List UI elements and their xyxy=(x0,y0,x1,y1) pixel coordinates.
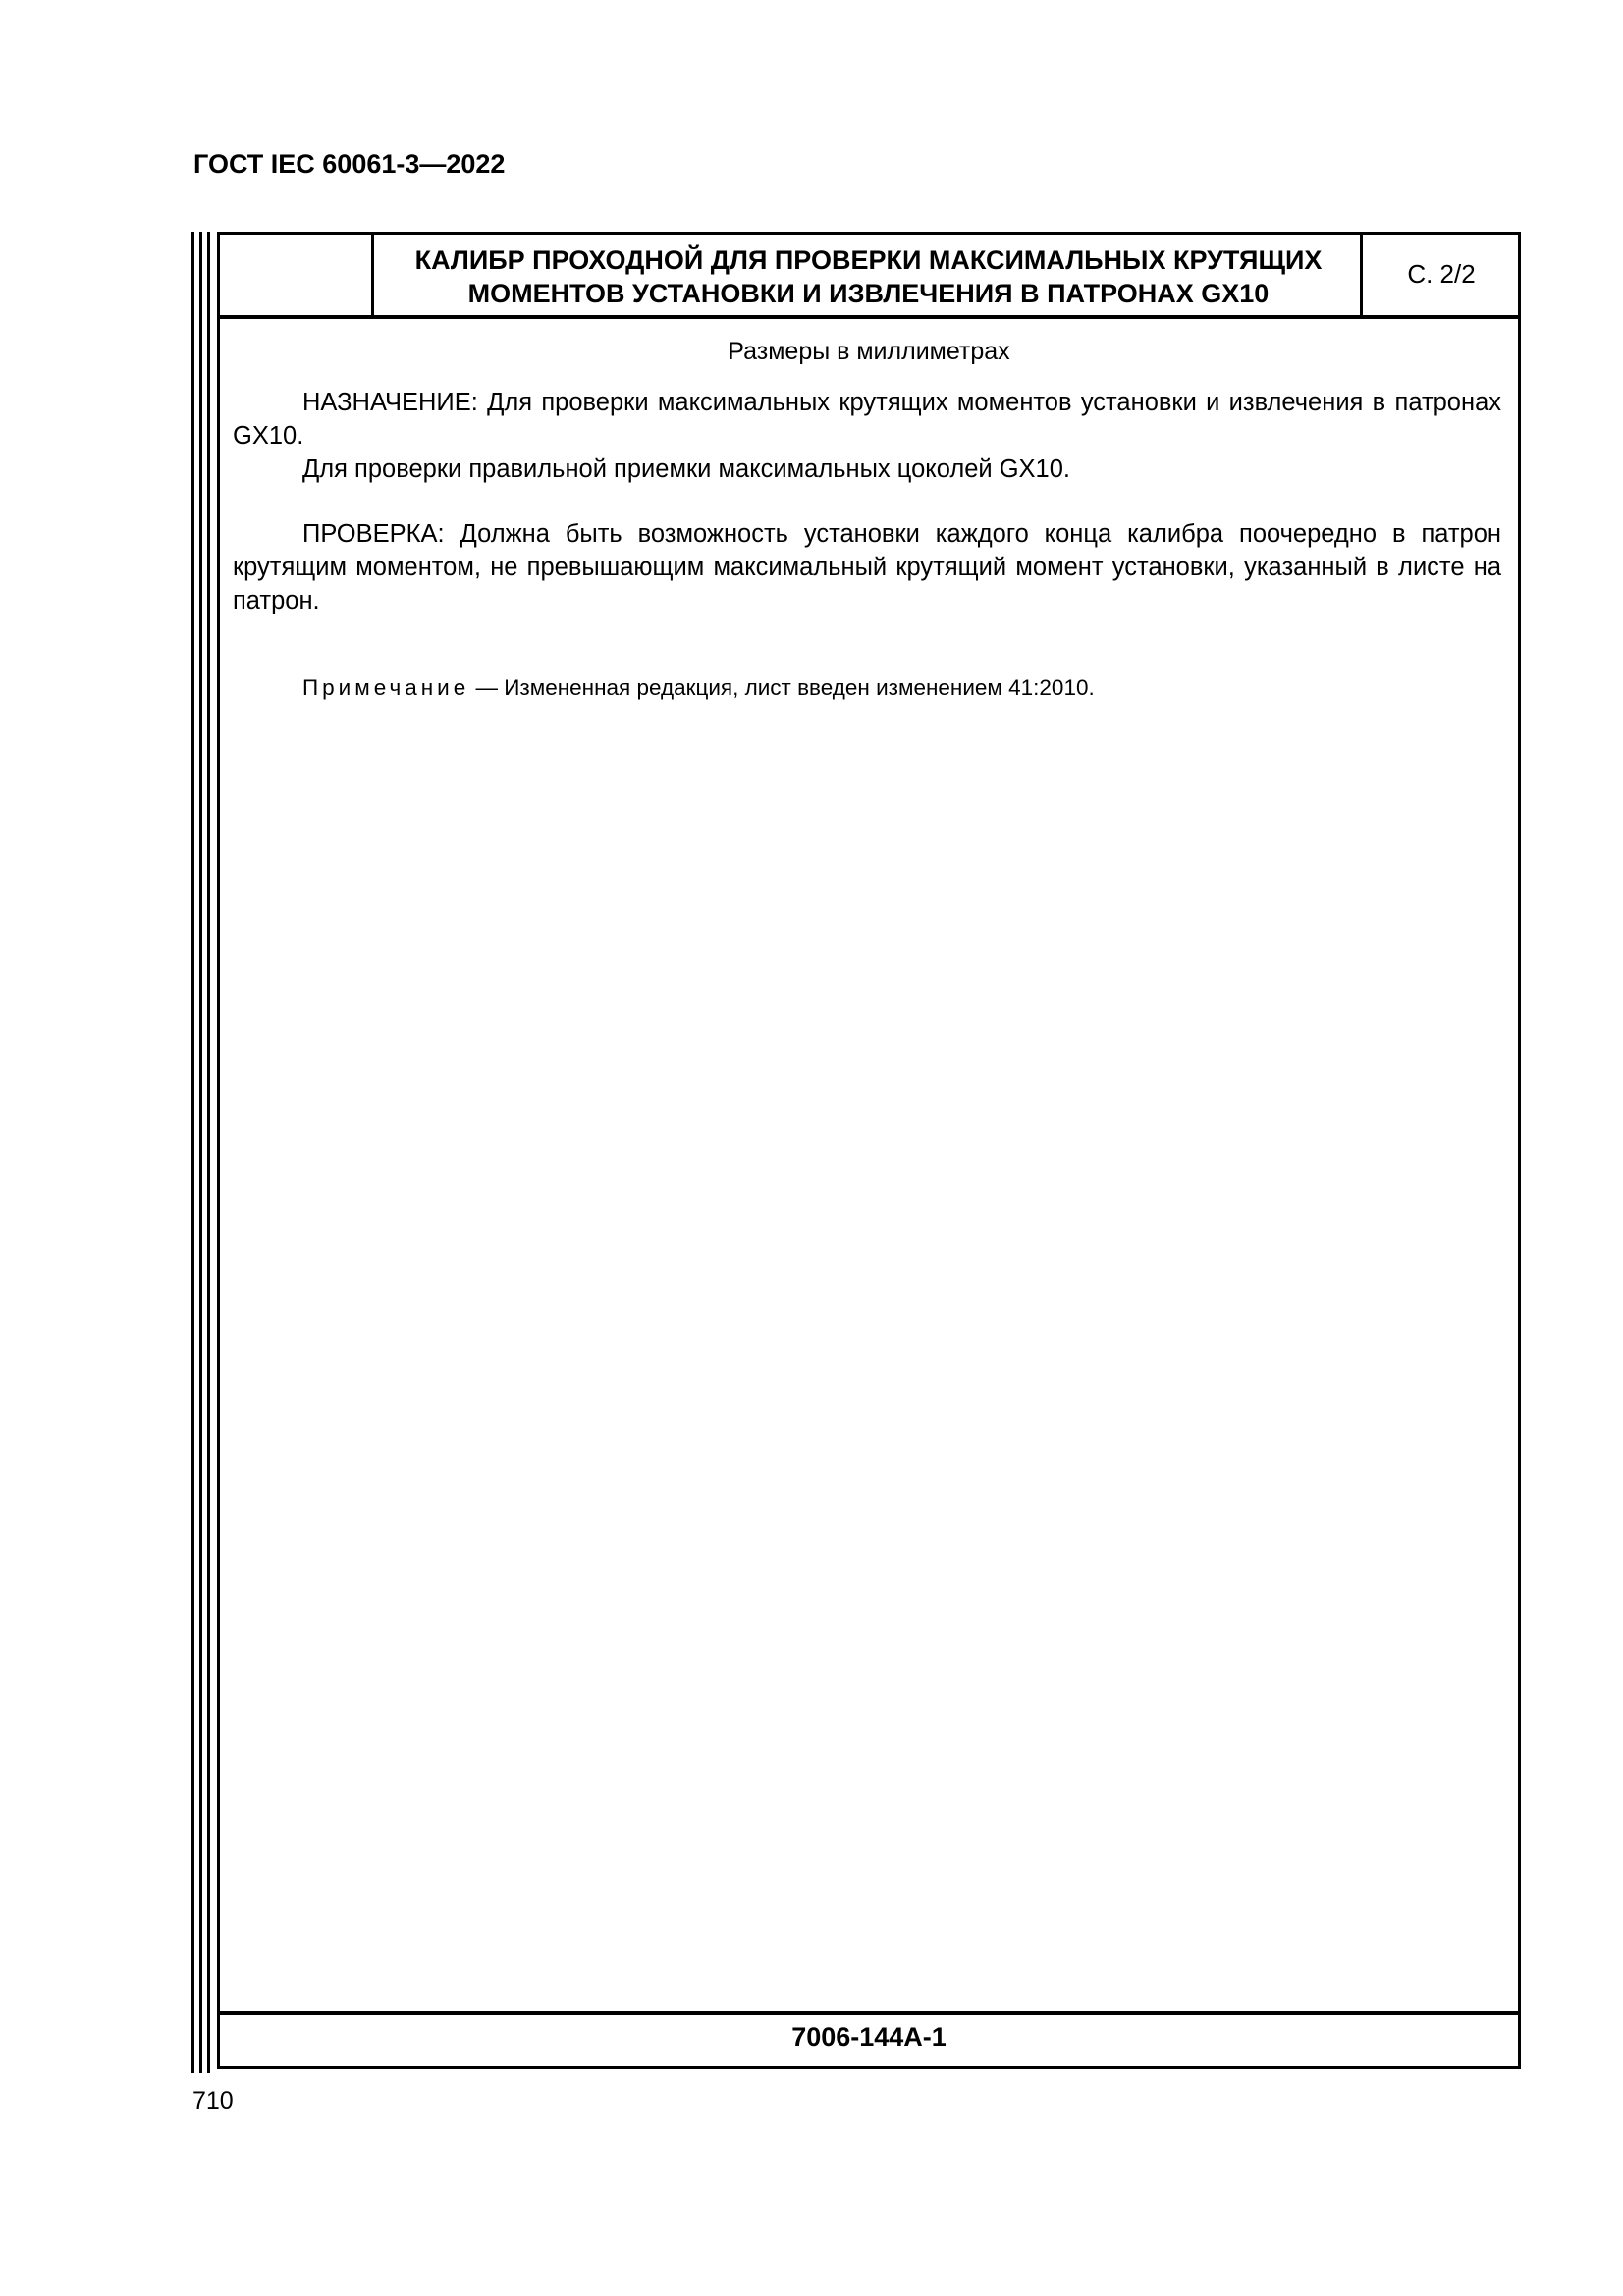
margin-bar xyxy=(199,232,202,2073)
title-line: МОМЕНТОВ УСТАНОВКИ И ИЗВЛЕЧЕНИЯ В ПАТРОНАХ GX10 xyxy=(467,279,1270,308)
document-id: ГОСТ IEC 60061-3—2022 xyxy=(193,149,506,179)
sheet-code: 7006-144A-1 xyxy=(791,2022,947,2052)
check-paragraph: ПРОВЕРКА: Должна быть возможность установки каждого конца калибра поочередно в патрон крутящим моментом, не превышающим максимальный крутящий момент установки, указанный в листе на патрон. xyxy=(233,520,1501,614)
page-number: 710 xyxy=(192,2087,234,2114)
footer-divider xyxy=(217,2011,1521,2015)
dimensions-note: Размеры в миллиметрах xyxy=(728,338,1010,365)
sheet-title xyxy=(376,243,1361,310)
sheet-frame xyxy=(217,232,1521,2069)
note-label: Примечание xyxy=(302,675,470,700)
check-section xyxy=(233,517,1501,617)
note-text: — Измененная редакция, лист введен изменением 41:2010. xyxy=(469,675,1095,700)
purpose-paragraph: НАЗНАЧЕНИЕ: Для проверки максимальных крутящих моментов установки и извлечения в патронах GX10. xyxy=(233,389,1501,450)
margin-bar xyxy=(191,232,194,2073)
title-line: КАЛИБР ПРОХОДНОЙ ДЛЯ ПРОВЕРКИ МАКСИМАЛЬНЫХ КРУТЯЩИХ xyxy=(414,245,1323,275)
header-divider xyxy=(217,315,1521,319)
margin-bar xyxy=(207,232,210,2073)
note xyxy=(302,675,1095,701)
purpose-paragraph: Для проверки правильной приемки максимальных цоколей GX10. xyxy=(302,455,1070,483)
header-column-divider xyxy=(371,232,374,317)
sheet-number: С. 2/2 xyxy=(1407,259,1476,289)
purpose-section xyxy=(233,386,1501,486)
